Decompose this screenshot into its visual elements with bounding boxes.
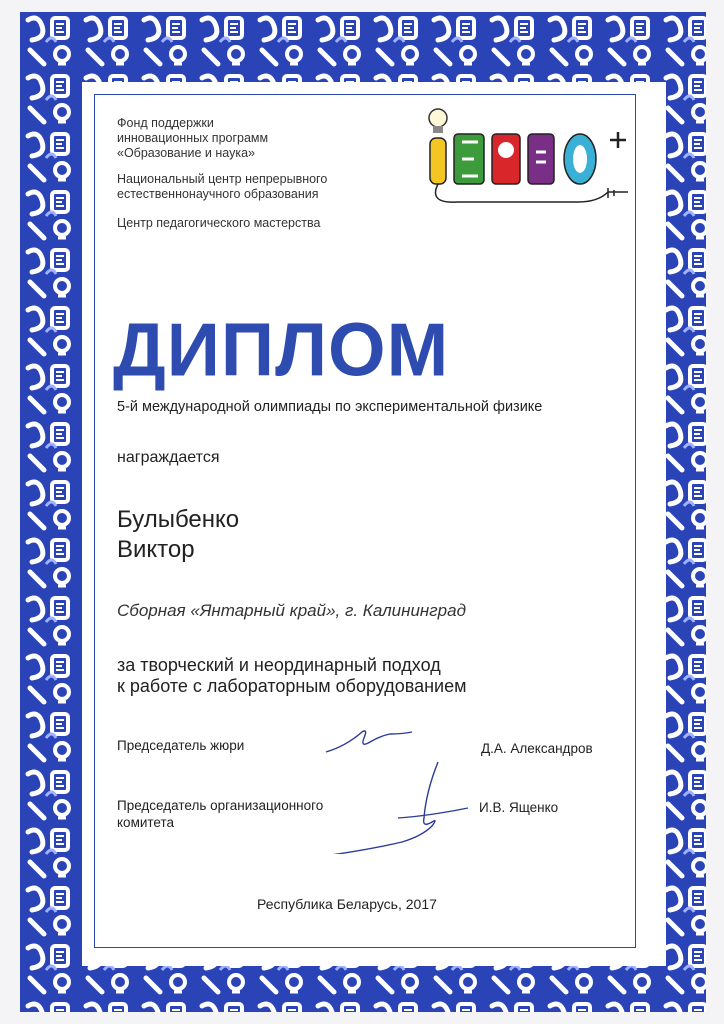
- jury-chair-name: Д.А. Александров: [481, 741, 593, 756]
- jury-chair-title: Председатель жюри: [117, 738, 245, 753]
- fund-line-2: инновационных программ: [117, 131, 269, 145]
- iepho-logo-icon: [410, 102, 640, 212]
- team-name: Сборная «Янтарный край», г. Калининград: [117, 601, 466, 620]
- center-line-2: естественнонаучного образования: [117, 187, 319, 201]
- recipient-surname: Булыбенко: [117, 506, 240, 533]
- awarded-label: награждается: [117, 449, 220, 466]
- reason-line-1: за творческий и неординарный подход: [117, 655, 441, 675]
- diploma-title: ДИПЛОМ: [113, 307, 450, 392]
- committee-chair-title-1: Председатель организационного: [117, 798, 324, 813]
- committee-chair-name: И.В. Ященко: [479, 800, 559, 815]
- pedagogy-center: Центр педагогического мастерства: [117, 216, 321, 230]
- footer-place-year: Республика Беларусь, 2017: [257, 896, 437, 912]
- committee-chair-title-2: комитета: [117, 815, 175, 830]
- jury-signature: [322, 722, 422, 762]
- fund-line-3: «Образование и наука»: [117, 146, 255, 160]
- iepho-logo: [410, 102, 640, 217]
- reason-line-2: к работе с лабораторным оборудованием: [117, 676, 467, 696]
- fund-line-1: Фонд поддержки: [117, 116, 214, 130]
- committee-signature: [248, 758, 478, 854]
- center-line-1: Национальный центр непрерывного: [117, 172, 328, 186]
- recipient-first-name: Виктор: [117, 536, 195, 563]
- olympiad-description: 5-й международной олимпиады по экспериментальной физике: [117, 399, 543, 415]
